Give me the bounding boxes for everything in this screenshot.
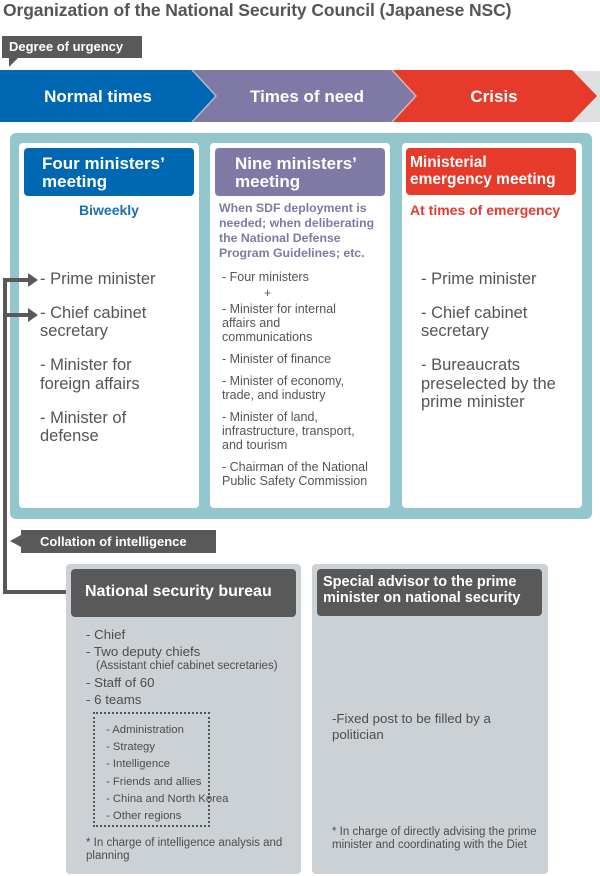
bureau-item: - Staff of 60 bbox=[86, 675, 155, 691]
member-item: - Four ministers bbox=[222, 270, 309, 284]
nine-ministers-members bbox=[222, 270, 382, 496]
title-line: emergency meeting bbox=[410, 170, 556, 188]
four-ministers-frequency: Biweekly bbox=[79, 202, 139, 218]
bureau-item: - 6 teams bbox=[86, 692, 142, 708]
member-item: - Chairman of the National Public Safety Commission bbox=[222, 460, 368, 489]
title-line: Four ministers’ bbox=[42, 154, 165, 173]
advisor-note: * In charge of directly advising the prime minister and coordinating with the Diet bbox=[332, 826, 537, 851]
bureau-item: - Chief bbox=[86, 627, 126, 642]
member-item: - Prime minister bbox=[421, 270, 537, 288]
title-line: meeting bbox=[42, 172, 108, 192]
bureau-item-note: (Assistant chief cabinet secretaries) bbox=[96, 660, 278, 673]
bureau-note: * In charge of intelligence analysis and planning bbox=[86, 837, 283, 863]
phase-crisis-label: Crisis bbox=[470, 87, 518, 106]
member-item: - Minister of finance bbox=[222, 352, 332, 367]
member-item: - Minister for foreign affairs bbox=[40, 356, 140, 393]
advisor-description: -Fixed post to be filled by a politician bbox=[332, 711, 491, 742]
team-item: - Friends and allies bbox=[106, 775, 202, 788]
team-item: - Intelligence bbox=[106, 758, 171, 771]
phase-normal-label: Normal times bbox=[44, 87, 152, 106]
member-item: - Bureaucrats preselected by the prime minister bbox=[421, 356, 556, 411]
nine-ministers-frequency: When SDF deployment is needed; when deliberating the National Defense Program Guidelines; etc. bbox=[219, 201, 375, 260]
member-item: - Chief cabinet secretary bbox=[40, 304, 147, 341]
member-item: - Chief cabinet secretary bbox=[421, 304, 528, 341]
team-item: - Other regions bbox=[106, 810, 182, 823]
team-item: - Administration bbox=[106, 724, 184, 736]
bureau-title: National security bureau bbox=[71, 569, 296, 617]
intel-label: Collation of intelligence bbox=[21, 530, 216, 553]
team-item: - China and North Korea bbox=[106, 792, 229, 805]
urgency-pointer bbox=[9, 58, 18, 67]
member-item: - Minister for internal affairs and communications bbox=[222, 302, 336, 345]
arrow-right-icon bbox=[28, 273, 38, 287]
member-item: - Minister of defense bbox=[40, 408, 127, 445]
page-title: Organization of the National Security Council (Japanese NSC) bbox=[3, 0, 512, 20]
team-item: - Strategy bbox=[106, 741, 155, 754]
four-ministers-title bbox=[24, 148, 194, 196]
title-line: Nine ministers’ bbox=[235, 154, 357, 173]
plus-sign: + bbox=[264, 286, 272, 300]
member-item: - Prime minister bbox=[40, 270, 156, 288]
urgency-label: Degree of urgency bbox=[2, 36, 142, 58]
phase-need-label: Times of need bbox=[250, 87, 364, 106]
member-item: - Minister of land, infrastructure, transport, and tourism bbox=[222, 410, 355, 453]
member-item: - Minister of economy, trade, and industry bbox=[222, 374, 345, 403]
emergency-meeting-title bbox=[406, 148, 576, 195]
emergency-meeting-frequency: At times of emergency bbox=[410, 202, 561, 218]
emergency-meeting-members bbox=[421, 270, 571, 427]
bureau-items bbox=[86, 627, 278, 709]
teams-list bbox=[106, 722, 228, 825]
advisor-title: Special advisor to the prime minister on national security bbox=[317, 569, 542, 616]
title-line: meeting bbox=[235, 172, 301, 192]
nine-ministers-title bbox=[215, 148, 385, 196]
title-line: Ministerial bbox=[410, 154, 487, 171]
intel-pointer bbox=[10, 535, 21, 547]
arrow-right-icon bbox=[28, 308, 38, 322]
bureau-item: - Two deputy chiefs bbox=[86, 643, 201, 659]
